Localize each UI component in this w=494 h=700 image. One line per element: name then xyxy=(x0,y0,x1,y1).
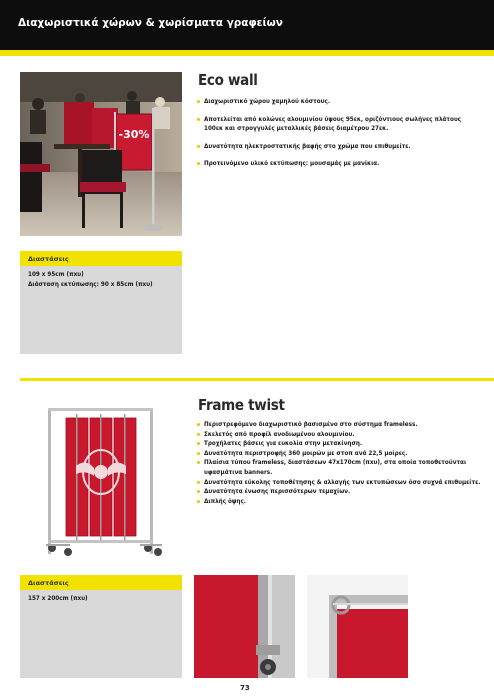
frame-twist-dimensions-label: Διαστάσεις xyxy=(20,575,182,590)
frame-twist-title: Frame twist xyxy=(198,396,285,414)
frame-twist-bullet: Δυνατότητα ένωσης περισσότερων τεμαχίων. xyxy=(196,487,486,497)
eco-wall-dimension-line: Διάσταση εκτύπωσης: 90 x 85cm (πxυ) xyxy=(28,280,153,288)
eco-wall-bullet: Δυνατότητα ηλεκτροστατικής βαφής στο χρώμα που επιθυμείτε. xyxy=(196,142,482,152)
frame-twist-bullet: Διπλής όψης. xyxy=(196,497,486,507)
page-header xyxy=(0,0,494,50)
frame-twist-bullet: Σκελετός από προφίλ ανοδιωμένου αλουμινίου. xyxy=(196,430,486,440)
header-title: Διαχωριστικά χώρων & χωρίσματα γραφείων xyxy=(18,17,283,29)
eco-wall-bullets xyxy=(196,97,482,169)
corner-detail-illustration xyxy=(307,575,408,678)
eco-wall-dimensions-box xyxy=(20,266,182,354)
eco-wall-photo xyxy=(20,72,182,236)
wheel-detail-illustration xyxy=(194,575,295,678)
eco-wall-bullet: Προτεινόμενο υλικό εκτύπωσης: μουσαμάς με μανίκια. xyxy=(196,159,482,169)
frame-twist-bullet: Δυνατότητα εύκολης τοποθέτησης & αλλαγής των εκτυπώσεων όσο συχνά επιθυμείτε. xyxy=(196,478,486,488)
frame-twist-bullet: Δυνατότητα περιστροφής 360 μοιρών με στοπ ανά 22,5 μοίρες. xyxy=(196,449,486,459)
eco-wall-title: Eco wall xyxy=(198,71,258,89)
frame-twist-dimensions-box xyxy=(20,590,182,678)
frame-twist-bullets xyxy=(196,420,486,506)
section-divider xyxy=(20,378,494,381)
header-stripe xyxy=(0,50,494,56)
frame-twist-bullet: Τροχήλατες βάσεις για ευκολία στην μετακίνηση. xyxy=(196,439,486,449)
frame-twist-bullet: Πλαίσια τύπου frameless, διαστάσεων 47x170cm (πxυ), στα οποία τοποθετούνται υφασμάτινα banners. xyxy=(196,458,486,477)
frame-twist-bullet: Περιστρεφόμενο διαχωριστικό βασισμένο στο σύστημα frameless. xyxy=(196,420,486,430)
frame-twist-detail-photo-corner xyxy=(307,575,408,678)
eco-wall-bullet: Αποτελείται από κολώνες αλουμινίου ύψους 95εκ, οριζόντιους σωλήνες πλάτους 100εκ και στρογγυλές μεταλλικές βάσεις διαμέτρου 27εκ. xyxy=(196,115,482,134)
frame-twist-dimension-line: 157 x 200cm (πxυ) xyxy=(28,595,88,602)
frame-twist-illustration xyxy=(20,396,182,560)
eco-wall-dimension-line: 109 x 95cm (πxυ) xyxy=(28,271,84,278)
frame-twist-photo xyxy=(20,396,182,560)
page-number: 73 xyxy=(240,684,250,692)
eco-wall-bullet: Διαχωριστικό χώρου χαμηλού κόστους. xyxy=(196,97,482,107)
eco-wall-dimensions-label: Διαστάσεις xyxy=(20,251,182,266)
eco-wall-photo-illustration xyxy=(20,72,182,236)
banner-text: -30% xyxy=(118,128,150,141)
frame-twist-detail-photo-wheel xyxy=(194,575,295,678)
